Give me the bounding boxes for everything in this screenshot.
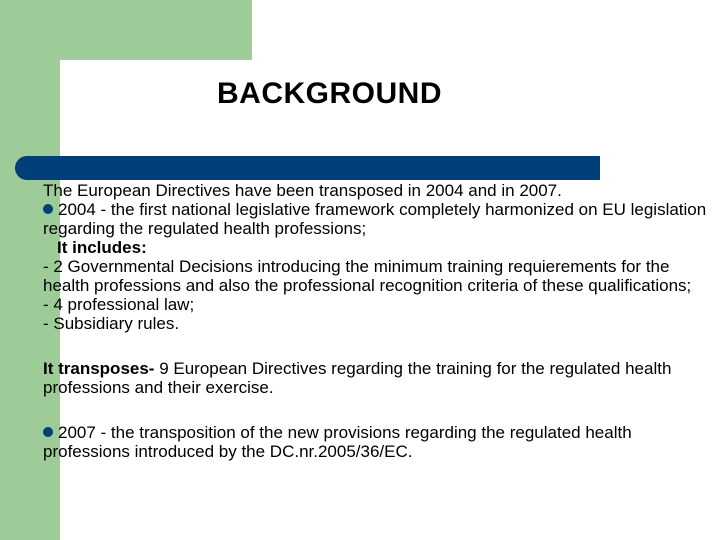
bullet-icon	[43, 204, 53, 214]
bullet-icon	[43, 427, 53, 437]
frame-corner-curve	[60, 60, 108, 108]
top-green-frame	[0, 0, 252, 60]
bullet-2004-text: 2004 - the first national legislative framework completely harmonized on EU legislation regarding the regulated health professions;	[43, 200, 707, 238]
bullet-2007-text: 2007 - the transposition of the new provisions regarding the regulated health professions introduced by the DC.nr.2005/36/EC.	[43, 423, 632, 461]
title-underline-bar	[15, 156, 600, 180]
includes-item-governmental-decisions: - 2 Governmental Decisions introducing the minimum training requierements for the health professions and also the professional recognition criteria of these qualifications;	[43, 257, 692, 295]
bullet-2007	[43, 423, 708, 461]
intro-text: The European Directives have been transposed in 2004 and in 2007.	[43, 181, 562, 200]
transposes-label: It transposes-	[43, 359, 155, 378]
includes-item-professional-law: - 4 professional law;	[43, 295, 195, 314]
slide-title: BACKGROUND	[217, 77, 442, 110]
slide-body	[43, 181, 708, 461]
transposes-text: 9 European Directives regarding the training for the regulated health professions and their exercise.	[43, 359, 672, 397]
bullet-2004	[43, 200, 708, 238]
includes-item-subsidiary-rules: - Subsidiary rules.	[43, 314, 180, 333]
includes-heading: It includes:	[57, 238, 147, 257]
transposes-paragraph	[43, 359, 708, 397]
